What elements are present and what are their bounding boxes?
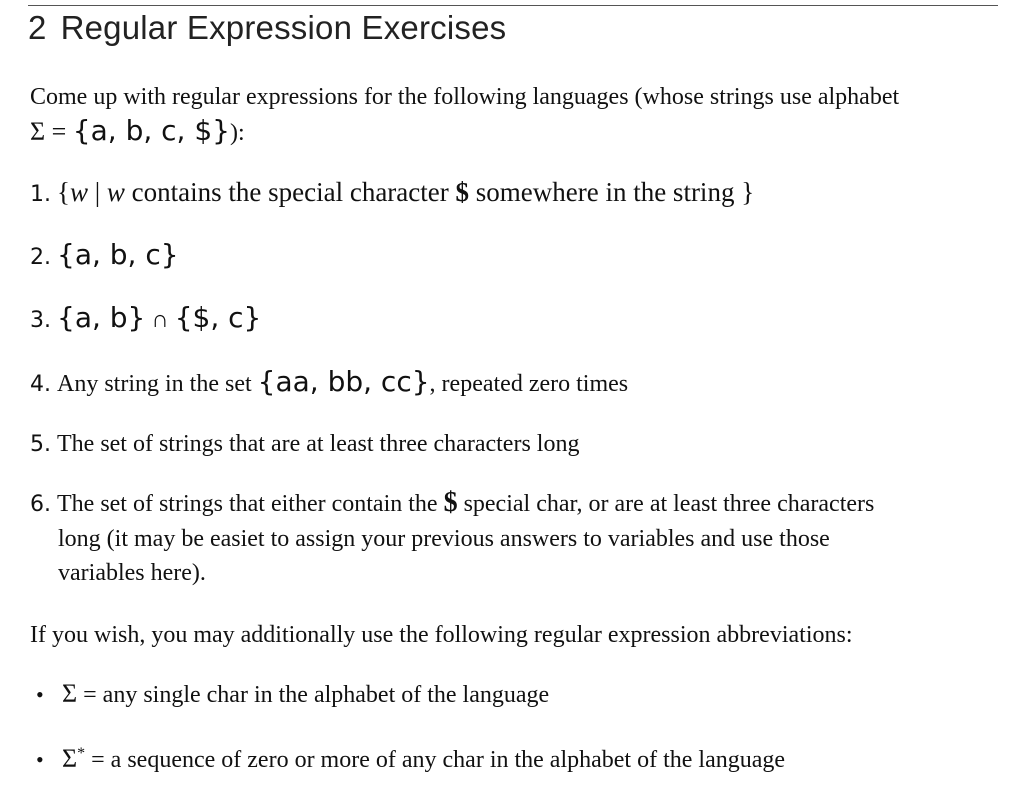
intro-text: Come up with regular expressions for the following languages (whose strings use alphabet xyxy=(30,84,900,110)
alphabet-tail: ): xyxy=(229,120,245,146)
item-number: 4. xyxy=(30,372,51,397)
set-close-brace: } xyxy=(741,177,755,207)
item-text-line-2: long (it may be easiet to assign your previous answers to variables and use those xyxy=(58,526,830,552)
abbreviation-item-2 xyxy=(36,737,785,777)
item-text-2: special char, or are at least three characters xyxy=(457,491,875,517)
item-set-b: {$, c} xyxy=(174,301,262,334)
abbreviations-note: If you wish, you may additionally use the following regular expression abbreviations: xyxy=(30,622,853,648)
exercise-item-6 xyxy=(30,486,874,590)
intro-paragraph xyxy=(30,80,1005,150)
item-text: The set of strings that either contain the xyxy=(57,491,444,517)
abbreviation-text: = any single char in the alphabet of the language xyxy=(77,682,550,708)
sigma-symbol: Σ xyxy=(62,679,78,708)
alphabet-set: {a, b, c, $} xyxy=(72,114,230,147)
item-text-2: somewhere in the string xyxy=(469,177,742,207)
item-number: 1. xyxy=(30,182,51,207)
item-text: contains the special character xyxy=(124,177,456,207)
section-top-rule xyxy=(28,5,998,6)
bullet-icon: • xyxy=(36,682,44,707)
dollar-symbol: $ xyxy=(443,487,458,518)
exercise-item-1 xyxy=(30,175,754,212)
var-w: w xyxy=(106,177,125,207)
kleene-star: * xyxy=(77,745,86,762)
item-text: Any string in the set xyxy=(57,371,258,397)
item-text: The set of strings that are at least three characters long xyxy=(57,431,580,457)
var-w: w xyxy=(69,177,88,207)
item-number: 5. xyxy=(30,432,51,457)
item-text-2: , repeated zero times xyxy=(429,371,629,397)
set-open-brace: { xyxy=(57,177,70,207)
alphabet-lhs: Σ = xyxy=(30,117,73,146)
item-number: 2. xyxy=(30,245,51,270)
set-builder-bar: | xyxy=(87,177,107,207)
abbreviation-text: = a sequence of zero or more of any char in the alphabet of the language xyxy=(85,747,786,773)
intersection-operator: ∩ xyxy=(145,307,175,333)
bullet-icon: • xyxy=(36,747,44,772)
item-set-a: {a, b} xyxy=(57,301,146,334)
exercise-item-2 xyxy=(30,238,179,275)
section-heading xyxy=(28,9,506,47)
section-title-text: Regular Expression Exercises xyxy=(60,9,507,46)
exercise-item-5 xyxy=(30,427,579,462)
sigma-symbol: Σ xyxy=(62,744,78,773)
item-number: 3. xyxy=(30,308,51,333)
exercise-item-3 xyxy=(30,301,261,338)
item-number: 6. xyxy=(30,492,51,517)
abbreviation-item-1 xyxy=(36,677,549,712)
dollar-symbol: $ xyxy=(455,177,469,207)
item-text-line-3: variables here). xyxy=(58,560,206,586)
exercise-item-4 xyxy=(30,365,628,402)
item-set: {aa, bb, cc} xyxy=(257,365,430,398)
item-set: {a, b, c} xyxy=(57,238,179,271)
section-number: 2 xyxy=(28,9,47,46)
